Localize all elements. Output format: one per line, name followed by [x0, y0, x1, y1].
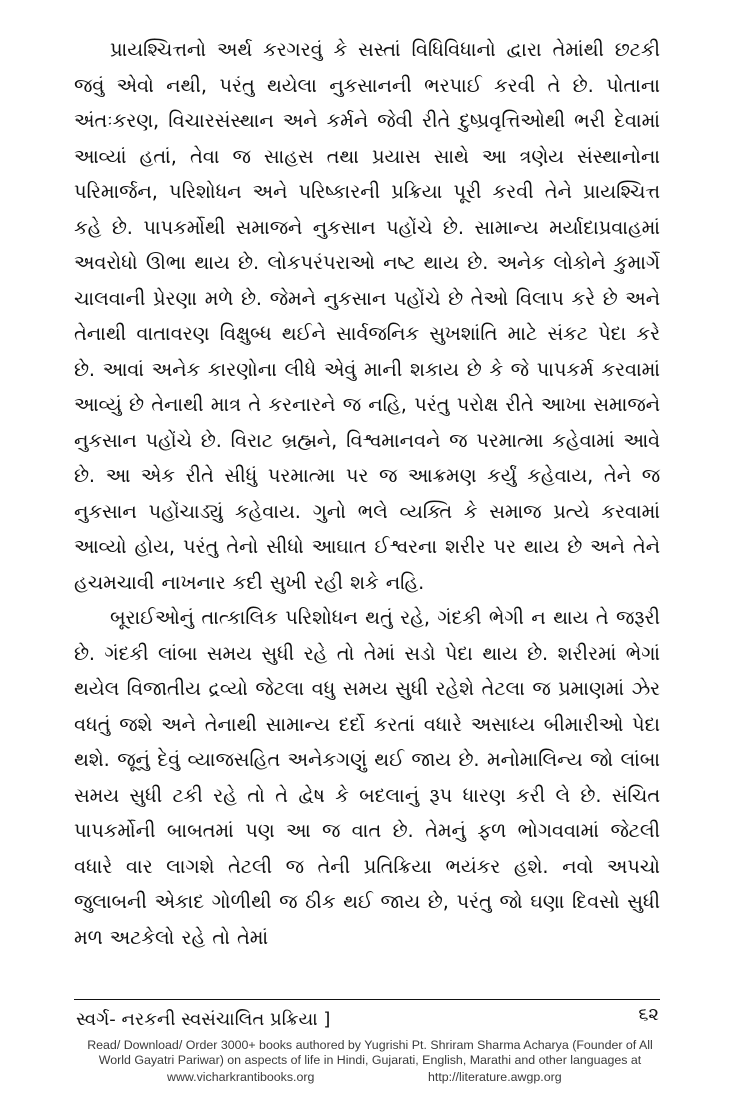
page-body: [74, 32, 660, 955]
footer-divider: [74, 999, 660, 1000]
vicharkranti-link[interactable]: www.vicharkrantibooks.org: [167, 1070, 315, 1084]
literature-link[interactable]: http://literature.awgp.org: [428, 1070, 562, 1084]
page-number: ૬૨: [638, 1004, 659, 1025]
paragraph-2: બૂરાઈઓનું તાત્કાલિક પરિશોધન થતું રહે, ગંદકી ભેગી ન થાય તે જરૂરી છે. ગંદકી લાંબા સમય સુધી રહે તો તેમાં સડો પેદા થાય છે. શરીરમાં ભેગાં થયેલ વિજાતીય દ્રવ્યો જેટલા વધુ સમય સુધી રહેશે તેટલા જ પ્રમાણમાં ઝેર વધતું જશે અને તેનાથી સામાન્ય દર્દો કરતાં વધારે અસાધ્ય બીમારીઓ પેદા થશે. જૂનું દેવું વ્યાજસહિત અનેકગણું થઈ જાય છે. મનોમાલિન્ય જો લાંબા સમય સુધી ટકી રહે તો તે દ્વેષ કે બદલાનું રૂપ ધારણ કરી લે છે. સંચિત પાપકર્મોની બાબતમાં પણ આ જ વાત છે. તેમનું ફળ ભોગવવામાં જેટલી વધારે વાર લાગશે તેટલી જ તેની પ્રતિક્રિયા ભયંકર હશે. નવો અપચો જુલાબની એકાદ ગોળીથી જ ઠીક થઈ જાય છે, પરંતુ જો ઘણા દિવસો સુધી મળ અટકેલો રહે તો તેમાં: [74, 606, 660, 949]
promo-text: Read/ Download/ Order 3000+ books authored by Yugrishi Pt. Shriram Sharma Acharya (Founder of All World Gayatri Pariwar) on aspects of life in Hindi, Gujarati, English, Marathi and other languages at: [87, 1038, 653, 1067]
paragraph-1: પ્રાયશ્ચિત્તનો અર્થ કરગરવું કે સસ્તાં વિધિવિધાનો દ્વારા તેમાંથી છટકી જવું એવો નથી, પરંતુ થયેલા નુકસાનની ભરપાઈ કરવી તે છે. પોતાના અંતઃકરણ, વિચારસંસ્થાન અને કર્મને જેવી રીતે દુષ્પ્રવૃત્તિઓથી ભરી દેવામાં આવ્યાં હતાં, તેવા જ સાહસ તથા પ્રયાસ સાથે આ ત્રણેય સંસ્થાનોના પરિમાર્જન, પરિશોધન અને પરિષ્કારની પ્રક્રિયા પૂરી કરવી તેને પ્રાયશ્ચિત્ત કહે છે. પાપકર્મોથી સમાજને નુકસાન પહોંચે છે. સામાન્ય મર્યાદાપ્રવાહમાં અવરોધો ઊભા થાય છે. લોકપરંપરાઓ નષ્ટ થાય છે. અનેક લોકોને કુમાર્ગે ચાલવાની પ્રેરણા મળે છે. જેમને નુકસાન પહોંચે છે તેઓ વિલાપ કરે છે અને તેનાથી વાતાવરણ વિક્ષુબ્ધ થઈને સાર્વજનિક સુખશાંતિ માટે સંકટ પેદા કરે છે. આવાં અનેક કારણોના લીધે એવું માની શકાય છે કે જે પાપકર્મ કરવામાં આવ્યું છે તેનાથી માત્ર તે કરનારને જ નહિ, પરંતુ પરોક્ષ રીતે આખા સમાજને નુકસાન પહોંચે છે. વિરાટ બ્રહ્મને, વિશ્વમાનવને જ પરમાત્મા કહેવામાં આવે છે. આ એક રીતે સીધું પરમાત્મા પર જ આક્રમણ કર્યું કહેવાય, તેને જ નુકસાન પહોંચાડ્યું કહેવાય. ગુનો ભલે વ્યક્તિ કે સમાજ પ્રત્યે કરવામાં આવ્યો હોય, પરંતુ તેનો સીધો આઘાત ઈશ્વરના શરીર પર થાય છે અને તેને હચમચાવી નાખનાર કદી સુખી રહી શકે નહિ.: [74, 38, 660, 594]
footer-chapter-title: સ્વર્ગ- નરકની સ્વસંચાલિત પ્રક્રિયા ]: [76, 1009, 331, 1030]
